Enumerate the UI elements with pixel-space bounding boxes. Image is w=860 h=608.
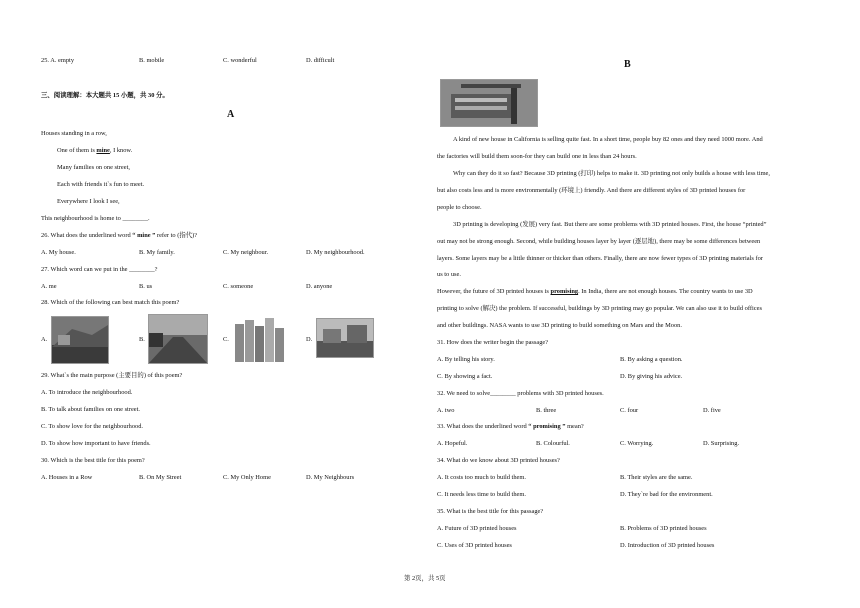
q31-option-a: A. By telling his story. [437,356,495,363]
q26-option-d: D. My neighbourhood. [306,249,365,256]
q34-option-a: A. It costs too much to build them. [437,474,526,481]
section-heading: 三、阅读理解：本大题共 15 小题，共 30 分。 [41,92,169,99]
underlined-word-promising: promising [550,288,579,295]
q26-option-c: C. My neighbour. [223,249,269,256]
q35-option-c: C. Uses of 3D printed houses [437,542,512,549]
q30-option-a: A. Houses in a Row [41,474,93,481]
poem-line-1: Houses standing in a row, [41,130,107,137]
q25-option-d: D. difficult [306,57,335,64]
q33-option-d: D. Surprising. [703,440,740,447]
q30-option-b: B. On My Street [139,474,182,481]
passage-b-p2: Why can they do it so fast? Because 3D printing (打印) helps to make it. 3D printing not only builds a house with less time, [453,170,770,177]
passage-a-heading: A [227,109,235,120]
q28-stem: 28. Which of the following can best match this poem? [41,299,180,306]
poem-line-2: One of them is mine, I know. [57,147,133,154]
q29-option-d: D. To show how important to have friends. [41,440,151,447]
q35-option-b: B. Problems of 3D printed houses [620,525,707,532]
passage-b-p4d: and other buildings. NASA wants to use 3D printing to build something on Mars and the Moon. [437,322,682,329]
q34-stem: 34. What do we know about 3D printed houses? [437,457,560,464]
street-photo-image [51,316,109,364]
passage-b-p3b: out may not be strong enough. Second, while building houses layer by layer (逐层地), there may be some differences between [437,238,761,245]
sunset-road-image [148,314,208,364]
q33-option-b: B. Colourful. [536,440,570,447]
q30-option-d: D. My Neighbours [306,474,355,481]
q35-option-d: D. Introduction of 3D printed houses [620,542,715,549]
q29-option-c: C. To show love for the neighbourhood. [41,423,144,430]
q25-option-b: B. mobile [139,57,165,64]
passage-b-p2b: but also costs less and is more environmentally (环境上) friendly. And there are different styles of 3D printed houses for [437,187,746,194]
underlined-word-mine: mine [96,147,110,154]
q32-option-b: B. three [536,407,557,414]
q28-option-a: A. [41,336,48,343]
q32-option-c: C. four [620,407,639,414]
q34-option-b: B. Their styles are the same. [620,474,693,481]
q27-option-b: B. us [139,283,153,290]
q26-option-b: B. My family. [139,249,175,256]
q32-stem: 32. We need to solve________ problems with 3D printed houses. [437,390,604,397]
q29-option-a: A. To introduce the neighbourhood. [41,389,133,396]
q32-option-a: A. two [437,407,455,414]
passage-b-p3: 3D printing is developing (发展) very fast. But there are some problems with 3D printed houses. First, the house “printed” [453,221,767,228]
q27-option-d: D. anyone [306,283,333,290]
poem-line-5: Everywhere I look I see, [57,198,120,205]
q33-option-c: C. Worrying. [620,440,654,447]
q30-option-c: C. My Only Home [223,474,271,481]
q29-option-b: B. To talk about families on one street. [41,406,141,413]
q32-option-d: D. five [703,407,721,414]
q28-option-b: B. [139,336,145,343]
passage-b-p3c: layers. Some layers may be a little thinner or thicker than others. Finally, there are now fewer types of 3D printing materials for [437,255,763,262]
q28-option-d: D. [306,336,313,343]
q33-option-a: A. Hopeful. [437,440,468,447]
q27-option-c: C. someone [223,283,254,290]
q31-stem: 31. How does the writer begin the passage? [437,339,549,346]
q26-stem: 26. What does the underlined word “ mine ” refer to (指代)? [41,232,198,239]
passage-b-p1: A kind of new house in California is selling quite fast. In a short time, people buy 82 ones and they need 1000 more. And [453,136,763,143]
q35-stem: 35. What is the best title for this passage? [437,508,544,515]
q34-option-c: C. It needs less time to build them. [437,491,526,498]
q27-option-a: A. me [41,283,57,290]
poem-line-6: This neighbourhood is home to ________. [41,215,150,222]
q30-stem: 30. Which is the best title for this poem? [41,457,145,464]
apartment-towers-image [233,316,287,362]
passage-b-p1b: the factories will build them soon-for they can build one in less than 24 hours. [437,153,637,160]
q31-option-c: C. By showing a fact. [437,373,493,380]
3d-printed-house-image [440,79,538,127]
passage-b-p4c: printing to solve (解决) the problem. If successful, buildings by 3D printing may go popular. We can also use it to build offices [437,305,762,312]
passage-b-heading: B [624,59,631,70]
q25-option-c: C. wonderful [223,57,257,64]
passage-b-p3d: us to use. [437,271,461,278]
passage-b-p2c: people to choose. [437,204,482,211]
neighbourhood-photo-image [316,318,374,358]
page-footer: 第 2页，共 5页 [404,575,446,582]
q31-option-b: B. By asking a question. [620,356,683,363]
q29-stem: 29. What`s the main purpose (主要目的) of this poem? [41,372,183,379]
q27-stem: 27. Which word can we put in the ________? [41,266,158,273]
q34-option-d: D. They`re bad for the environment. [620,491,713,498]
poem-line-3: Many families on one street, [57,164,130,171]
q35-option-a: A. Future of 3D printed houses [437,525,517,532]
q31-option-d: D. By giving his advice. [620,373,683,380]
q33-stem: 33. What does the underlined word “ promising ” mean? [437,423,584,430]
poem-line-4: Each with friends it`s fun to meet. [57,181,145,188]
q26-option-a: A. My house. [41,249,76,256]
q25-option-a: 25. A. empty [41,57,75,64]
q28-option-c: C. [223,336,229,343]
passage-b-p4: However, the future of 3D printed houses is promising. In India, there are not enough houses. The country wants to use 3D [437,288,753,295]
